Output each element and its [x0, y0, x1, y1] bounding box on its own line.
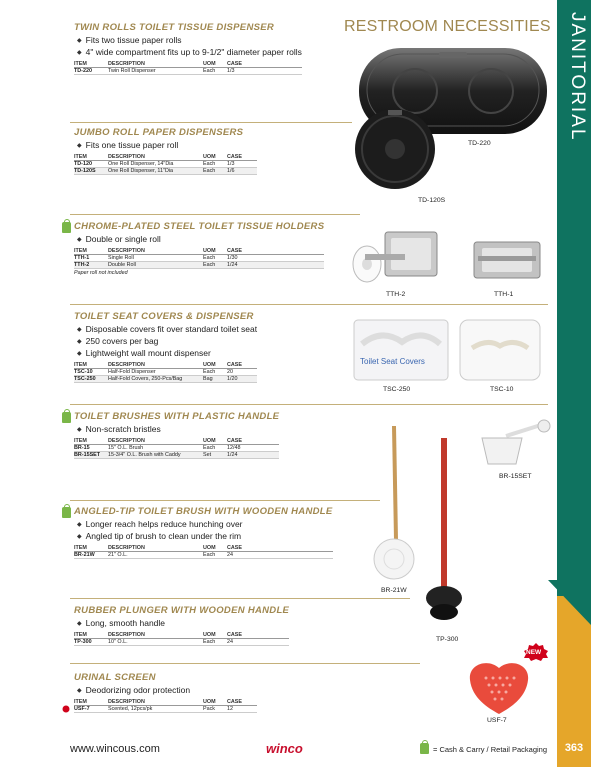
col-description: DESCRIPTION — [108, 698, 145, 705]
section-title: TOILET BRUSHES WITH PLASTIC HANDLE — [74, 411, 280, 422]
cell-uom: Each — [203, 444, 216, 451]
cell-description: Single Roll — [108, 254, 134, 261]
col-case: CASE — [227, 153, 242, 160]
section-divider — [70, 122, 352, 123]
section-title: URINAL SCREEN — [74, 672, 156, 683]
cell-description: Half-Fold Dispenser — [108, 368, 156, 375]
section-divider — [70, 663, 420, 664]
product-table — [74, 632, 289, 646]
page-title: RESTROOM NECESSITIES — [344, 18, 551, 35]
brush-caddy-image — [462, 418, 552, 468]
table-row — [74, 376, 257, 383]
cell-description: 21" O.L. — [108, 551, 128, 558]
product-label: TSC-10 — [490, 386, 514, 393]
product-label: TP-300 — [436, 636, 459, 643]
cell-description: One Roll Dispenser, 11"Dia — [108, 167, 174, 174]
cell-item: TD-120 — [74, 160, 92, 167]
product-label: BR-15SET — [499, 473, 532, 480]
product-label: TD-220 — [468, 140, 491, 147]
section-divider — [70, 500, 380, 501]
cell-item: BR-21W — [74, 551, 95, 558]
section-divider — [70, 214, 360, 215]
bullet-item: ◆ Lightweight wall mount dispenser — [74, 348, 257, 358]
col-case: CASE — [227, 247, 242, 254]
cell-item: BR-15SET — [74, 451, 101, 458]
product-table — [74, 438, 279, 459]
product-label: USF-7 — [487, 717, 507, 724]
col-item: ITEM — [74, 437, 87, 444]
cell-description: Twin Roll Dispenser — [108, 67, 156, 74]
product-table — [74, 61, 302, 75]
col-uom: UOM — [203, 544, 216, 551]
section-title: TOILET SEAT COVERS & DISPENSER — [74, 311, 254, 322]
section-urinal-screen — [74, 672, 257, 713]
table-row — [74, 706, 257, 713]
section-twin-rolls — [74, 22, 302, 75]
table-row — [74, 452, 279, 459]
product-label: TSC-250 — [383, 386, 411, 393]
cell-item: TTH-2 — [74, 261, 90, 268]
col-uom: UOM — [203, 247, 216, 254]
product-label: TTH-1 — [494, 291, 514, 298]
section-seat-covers — [74, 311, 257, 383]
cell-case: 12 — [227, 705, 233, 712]
cell-uom: Each — [203, 67, 216, 74]
bullet-item: ◆ Longer reach helps reduce hunching over — [74, 519, 333, 529]
col-uom: UOM — [203, 153, 216, 160]
section-plunger — [74, 605, 289, 646]
section-title: JUMBO ROLL PAPER DISPENSERS — [74, 127, 244, 138]
product-label: TD-120S — [418, 197, 446, 204]
cell-uom: Each — [203, 254, 216, 261]
section-divider — [70, 404, 548, 405]
cell-case: 1/3 — [227, 160, 235, 167]
cell-item: TSC-10 — [74, 368, 93, 375]
col-description: DESCRIPTION — [108, 437, 145, 444]
section-divider — [70, 598, 410, 599]
col-case: CASE — [227, 698, 242, 705]
cell-case: 20 — [227, 368, 233, 375]
cell-uom: Each — [203, 368, 216, 375]
pack-print-text: Toilet Seat Covers — [360, 357, 425, 366]
col-item: ITEM — [74, 247, 87, 254]
cell-uom: Pack — [203, 705, 215, 712]
product-label: BR-21W — [381, 587, 407, 594]
col-uom: UOM — [203, 698, 216, 705]
cell-case: 24 — [227, 551, 233, 558]
col-uom: UOM — [203, 60, 216, 67]
urinal-screen-image — [466, 660, 532, 716]
cell-item: TD-220 — [74, 67, 92, 74]
winco-logo: winco — [266, 741, 303, 756]
bullet-item: ◆ Fits two tissue paper rolls — [74, 35, 302, 45]
col-uom: UOM — [203, 361, 216, 368]
col-description: DESCRIPTION — [108, 361, 145, 368]
bullet-item: ◆ Disposable covers fit over standard toilet seat — [74, 324, 257, 334]
seat-cover-dispenser-image — [458, 318, 542, 382]
cell-case: 1/24 — [227, 451, 238, 458]
section-title: CHROME-PLATED STEEL TOILET TISSUE HOLDERS — [74, 221, 325, 232]
cell-uom: Each — [203, 638, 216, 645]
bullet-item: ◆ Long, smooth handle — [74, 618, 289, 628]
shopping-bag-icon — [420, 743, 429, 754]
cell-description: 15-3/4" O.L. Brush with Caddy — [108, 451, 181, 458]
bullet-item: ◆ 4" wide compartment fits up to 9-1/2" diameter paper rolls — [74, 47, 302, 57]
section-toilet-brushes — [74, 411, 279, 459]
col-description: DESCRIPTION — [108, 153, 145, 160]
table-row — [74, 262, 324, 269]
bullet-item: ◆ Fits one tissue paper roll — [74, 140, 257, 150]
cell-case: 1/3 — [227, 67, 235, 74]
cell-item: TTH-1 — [74, 254, 90, 261]
cell-case: 1/20 — [227, 375, 238, 382]
cell-case: 1/6 — [227, 167, 235, 174]
col-case: CASE — [227, 361, 242, 368]
cell-item: USF-7 — [74, 705, 90, 712]
plunger-image — [424, 436, 464, 628]
col-description: DESCRIPTION — [108, 247, 145, 254]
cell-uom: Set — [203, 451, 212, 458]
cell-description: 10" O.L. — [108, 638, 128, 645]
col-case: CASE — [227, 631, 242, 638]
red-dot-icon — [62, 700, 70, 718]
new-badge-label: NEW — [526, 649, 542, 656]
col-item: ITEM — [74, 361, 87, 368]
bullet-item: ◆ 250 covers per bag — [74, 336, 257, 346]
bullet-item: ◆ Deodorizing odor protection — [74, 685, 257, 695]
shopping-bag-icon — [62, 412, 71, 423]
col-case: CASE — [227, 60, 242, 67]
bullet-item: ◆ Angled tip of brush to clean under the rim — [74, 531, 333, 541]
cell-description: One Roll Dispenser, 14"Dia — [108, 160, 174, 167]
cell-uom: Each — [203, 160, 216, 167]
section-title: RUBBER PLUNGER WITH WOODEN HANDLE — [74, 605, 290, 616]
product-table — [74, 154, 257, 175]
seat-covers-pack-image — [352, 318, 450, 382]
footer-url[interactable]: www.wincous.com — [70, 743, 160, 755]
cell-case: 1/30 — [227, 254, 238, 261]
cell-item: BR-15 — [74, 444, 90, 451]
cell-case: 1/24 — [227, 261, 238, 268]
cell-description: Scented, 12pcs/pk — [108, 705, 153, 712]
angled-brush-image — [372, 424, 418, 584]
table-row — [74, 552, 333, 559]
side-tab-label: JANITORIAL — [567, 12, 588, 142]
jumbo-roll-dispenser-image — [352, 104, 438, 194]
col-item: ITEM — [74, 153, 87, 160]
table-row — [74, 168, 257, 175]
cash-carry-legend: = Cash & Carry / Retail Packaging — [433, 745, 548, 754]
product-table — [74, 545, 333, 559]
bullet-item: ◆ Non-scratch bristles — [74, 424, 279, 434]
cell-item: TSC-250 — [74, 375, 96, 382]
cell-item: TP-300 — [74, 638, 92, 645]
col-item: ITEM — [74, 631, 87, 638]
section-title: ANGLED-TIP TOILET BRUSH WITH WOODEN HANDLE — [74, 506, 333, 517]
cell-uom: Each — [203, 261, 216, 268]
col-item: ITEM — [74, 544, 87, 551]
col-uom: UOM — [203, 631, 216, 638]
cell-description: Half-Fold Covers, 250-Pcs/Bag — [108, 375, 183, 382]
cell-uom: Bag — [203, 375, 213, 382]
cell-case: 24 — [227, 638, 233, 645]
product-table — [74, 248, 324, 269]
product-label: TTH-2 — [386, 291, 406, 298]
shopping-bag-icon — [62, 507, 71, 518]
cell-uom: Each — [203, 167, 216, 174]
page-number: 363 — [564, 742, 584, 754]
col-item: ITEM — [74, 60, 87, 67]
col-description: DESCRIPTION — [108, 60, 145, 67]
product-table — [74, 699, 257, 713]
section-title: TWIN ROLLS TOILET TISSUE DISPENSER — [74, 22, 275, 33]
double-roll-holder-image — [345, 228, 445, 288]
shopping-bag-icon — [62, 222, 71, 233]
cell-description: 15" O.L. Brush — [108, 444, 144, 451]
col-case: CASE — [227, 544, 242, 551]
section-jumbo-roll — [74, 127, 257, 175]
bullet-item: ◆ Double or single roll — [74, 234, 324, 244]
table-row — [74, 68, 302, 75]
col-case: CASE — [227, 437, 242, 444]
section-chrome-holders — [74, 221, 324, 276]
table-row — [74, 639, 289, 646]
single-roll-holder-image — [470, 236, 544, 284]
cell-description: Double Roll — [108, 261, 136, 268]
col-uom: UOM — [203, 437, 216, 444]
col-description: DESCRIPTION — [108, 544, 145, 551]
table-note: Paper roll not included — [74, 270, 128, 276]
section-angled-brush — [74, 506, 333, 559]
col-description: DESCRIPTION — [108, 631, 145, 638]
teal-corner-triangle — [548, 580, 591, 625]
cell-item: TD-120S — [74, 167, 96, 174]
cell-uom: Each — [203, 551, 216, 558]
col-item: ITEM — [74, 698, 87, 705]
section-divider — [70, 304, 548, 305]
product-table — [74, 362, 257, 383]
cell-case: 12/48 — [227, 444, 241, 451]
